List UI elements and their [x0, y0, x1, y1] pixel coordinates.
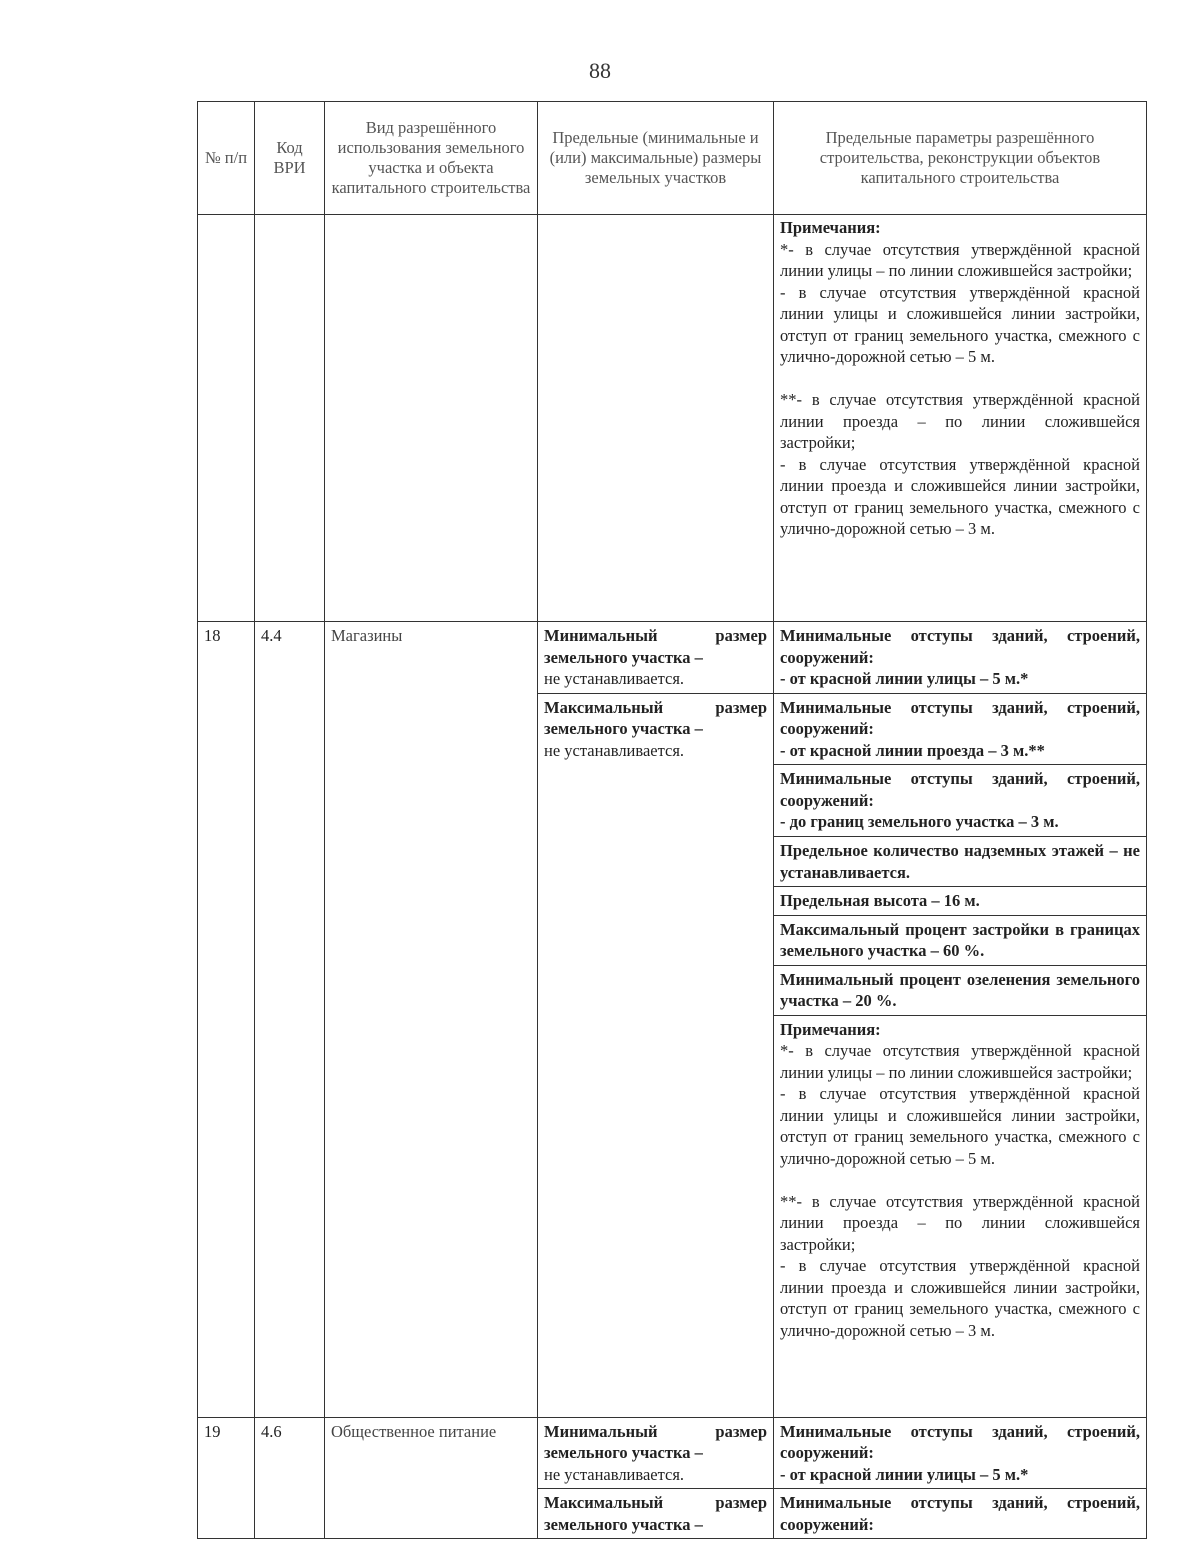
cell-param: Предельное количество надземных этажей – не устанавливается. [774, 837, 1147, 887]
cell-size-min [538, 1417, 774, 1489]
header-number: № п/п [198, 102, 255, 215]
param-title: Минимальные отступы зданий, строений, сооружений: [780, 626, 1140, 667]
cell-param: Предельная высота – 16 м. [774, 887, 1147, 916]
param-title: Минимальные отступы зданий, строений, сооружений: [780, 769, 1140, 810]
param-value: - от красной линии проезда – 3 м.** [780, 740, 1045, 760]
size-min-value: не устанавливается. [544, 1464, 685, 1484]
cell-size-max [538, 693, 774, 1417]
note-text: **- в случае отсутствия утверждённой красной линии проезда – по линии сложившейся застройки; [780, 390, 1140, 452]
note-text: - в случае отсутствия утверждённой красной линии улицы и сложившейся линии застройки, отступ от границ земельного участка, смежного с улично-дорожной сетью – 5 м. [780, 282, 1140, 366]
cell-use-name: Магазины [325, 622, 538, 1418]
cell-num-cont [198, 215, 255, 622]
param-value: - от красной линии улицы – 5 м.* [780, 1464, 1029, 1484]
param-value: - от красной линии улицы – 5 м.* [780, 669, 1029, 688]
note-text: *- в случае отсутствия утверждённой красной линии улицы – по линии сложившейся застройки; [780, 1041, 1140, 1082]
cell-code-cont [255, 215, 325, 622]
param-title: Минимальные отступы зданий, строений, сооружений: [780, 1493, 1140, 1534]
header-use-type: Вид разрешённого использования земельного участка и объекта капитального строительства [325, 102, 538, 215]
header-code: Код ВРИ [255, 102, 325, 215]
note-text: - в случае отсутствия утверждённой красной линии улицы и сложившейся линии застройки, отступ от границ земельного участка, смежного с улично-дорожной сетью – 5 м. [780, 1084, 1140, 1168]
cell-use-name: Общественное питание [325, 1417, 538, 1539]
cell-param [774, 1489, 1147, 1539]
cell-param [774, 765, 1147, 837]
cell-size-min [538, 622, 774, 694]
cell-notes-cont [774, 215, 1147, 622]
cell-num: 19 [198, 1417, 255, 1539]
cell-param: Минимальный процент озеленения земельного участка – 20 %. [774, 965, 1147, 1015]
note-text: **- в случае отсутствия утверждённой красной линии проезда – по линии сложившейся застройки; [780, 1191, 1140, 1254]
table-row-18 [198, 622, 1147, 694]
notes-title: Примечания: [780, 218, 881, 237]
regulations-table [197, 101, 1147, 1539]
table-row-19 [198, 1417, 1147, 1489]
size-max-value: не устанавливается. [544, 740, 685, 760]
cell-param [774, 693, 1147, 765]
size-min-value: не устанавливается. [544, 669, 685, 688]
param-title: Минимальные отступы зданий, строений, сооружений: [780, 697, 1140, 738]
note-text: *- в случае отсутствия утверждённой красной линии улицы – по линии сложившейся застройки; [780, 239, 1140, 280]
cell-code: 4.6 [255, 1417, 325, 1539]
notes-title: Примечания: [780, 1019, 881, 1039]
size-min-title: Минимальный размер земельного участка – [544, 1421, 767, 1462]
cell-size-cont [538, 215, 774, 622]
page-number: 88 [589, 58, 611, 83]
note-text: - в случае отсутствия утверждённой красной линии проезда и сложившейся линии застройки, отступ от границ земельного участка, смежного с улично-дорожной сетью – 3 м. [780, 454, 1140, 538]
header-build-params: Предельные параметры разрешённого строительства, реконструкции объектов капитального строительства [774, 102, 1147, 215]
cell-param [774, 622, 1147, 694]
note-text: - в случае отсутствия утверждённой красной линии проезда и сложившейся линии застройки, отступ от границ земельного участка, смежного с улично-дорожной сетью – 3 м. [780, 1256, 1140, 1340]
cell-size-max [538, 1489, 774, 1539]
size-max-title: Максимальный размер земельного участка – [544, 1493, 767, 1534]
table-header-row [198, 102, 1147, 215]
cell-name-cont [325, 215, 538, 622]
size-max-title: Максимальный размер земельного участка – [544, 697, 767, 738]
header-plot-sizes: Предельные (минимальные и (или) максимальные) размеры земельных участков [538, 102, 774, 215]
cell-notes [774, 1015, 1147, 1417]
size-min-title: Минимальный размер земельного участка – [544, 626, 767, 667]
param-value: - до границ земельного участка – 3 м. [780, 812, 1059, 831]
cell-param: Максимальный процент застройки в границах земельного участка – 60 %. [774, 915, 1147, 965]
cell-num: 18 [198, 622, 255, 1418]
cell-param [774, 1417, 1147, 1489]
cell-code: 4.4 [255, 622, 325, 1418]
table-row-continuation [198, 215, 1147, 622]
param-title: Минимальные отступы зданий, строений, сооружений: [780, 1421, 1140, 1462]
